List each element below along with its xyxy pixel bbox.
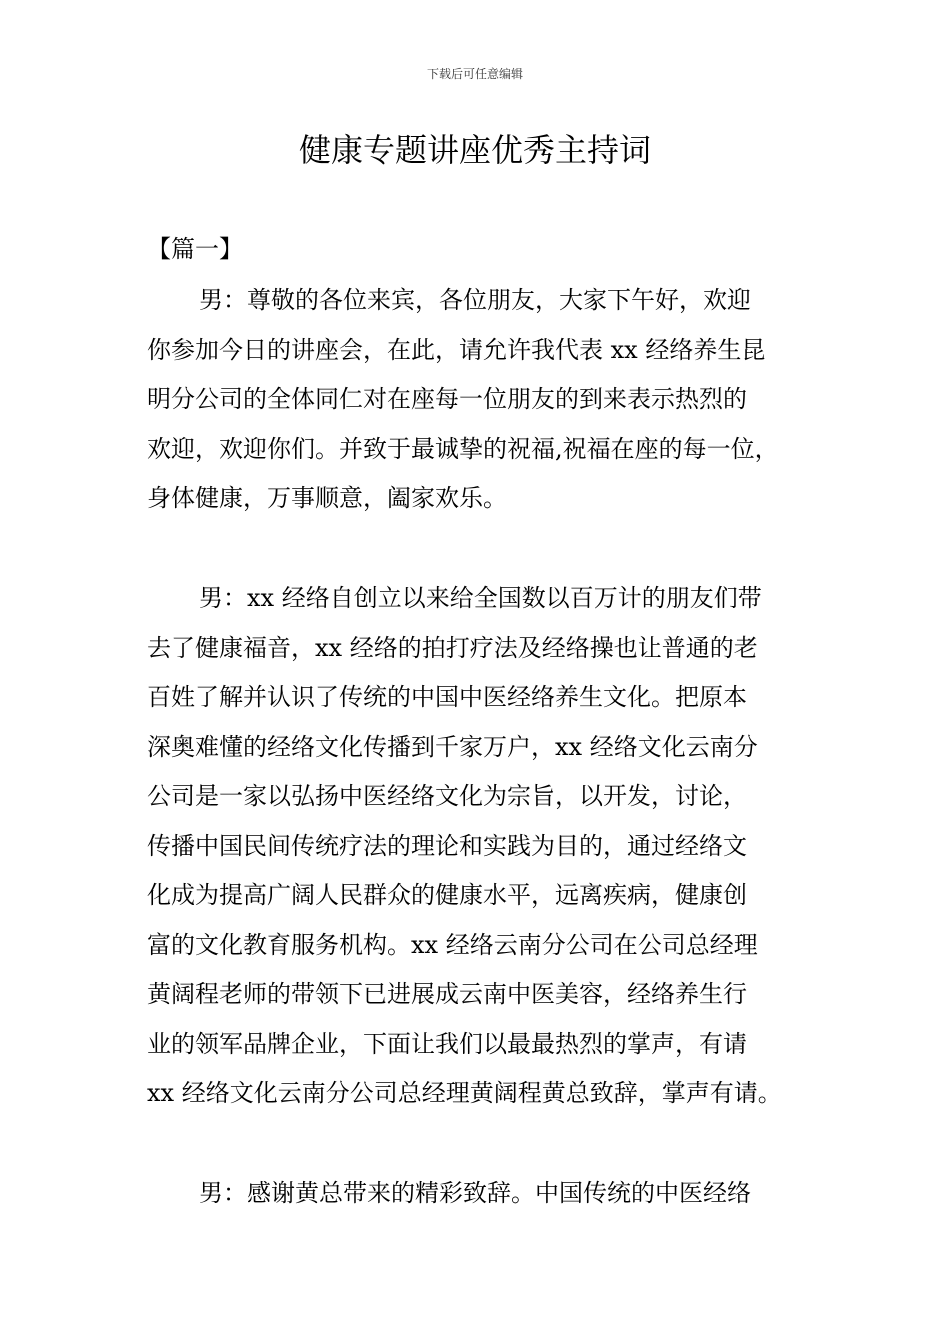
paragraph-line: 男：感谢黄总带来的精彩致辞。中国传统的中医经络 (199, 1179, 751, 1207)
paragraph-line: 公司是一家以弘扬中医经络文化为宗旨，以开发，讨论， (147, 782, 747, 810)
paragraph-line: 身体健康，万事顺意，阖家欢乐。 (147, 484, 507, 512)
paragraph-line: 富的文化教育服务机构。xx 经络云南分公司在公司总经理 (147, 930, 758, 959)
paragraph-line: 传播中国民间传统疗法的理论和实践为目的，通过经络文 (147, 831, 747, 860)
document-title: 健康专题讲座优秀主持词 (298, 131, 651, 169)
section-label: 【篇一】 (147, 235, 243, 263)
paragraph-2 (147, 574, 811, 1119)
paragraph-3 (147, 1169, 811, 1219)
paragraph-line: 男：尊敬的各位来宾，各位朋友，大家下午好，欢迎 (199, 286, 751, 314)
paragraph-line: 明分公司的全体同仁对在座每一位朋友的到来表示热烈的 (147, 385, 747, 413)
paragraph-1 (147, 276, 811, 524)
paragraph-line: 去了健康福音，xx 经络的拍打疗法及经络操也让普通的老 (147, 633, 758, 662)
paragraph-line: 深奥难懂的经络文化传播到千家万户，xx 经络文化云南分 (147, 732, 758, 761)
paragraph-line: 化成为提高广阔人民群众的健康水平，远离疾病，健康创 (147, 881, 747, 909)
paragraph-line: xx 经络文化云南分公司总经理黄阔程黄总致辞，掌声有请。 (147, 1079, 782, 1107)
paragraph-line: 黄阔程老师的带领下已进展成云南中医美容，经络养生行 (147, 980, 747, 1008)
paragraph-line: 百姓了解并认识了传统的中国中医经络养生文化。把原本 (147, 683, 747, 711)
paragraph-line: 男：xx 经络自创立以来给全国数以百万计的朋友们带 (199, 584, 762, 612)
header-note: 下载后可任意编辑 (426, 67, 523, 81)
paragraph-line: 业的领军品牌企业，下面让我们以最最热烈的掌声，有请 (147, 1029, 747, 1058)
paragraph-line: 你参加今日的讲座会，在此，请允许我代表 xx 经络养生昆 (147, 335, 766, 364)
paragraph-line: 欢迎，欢迎你们。并致于最诚挚的祝福,祝福在座的每一位， (147, 434, 779, 463)
